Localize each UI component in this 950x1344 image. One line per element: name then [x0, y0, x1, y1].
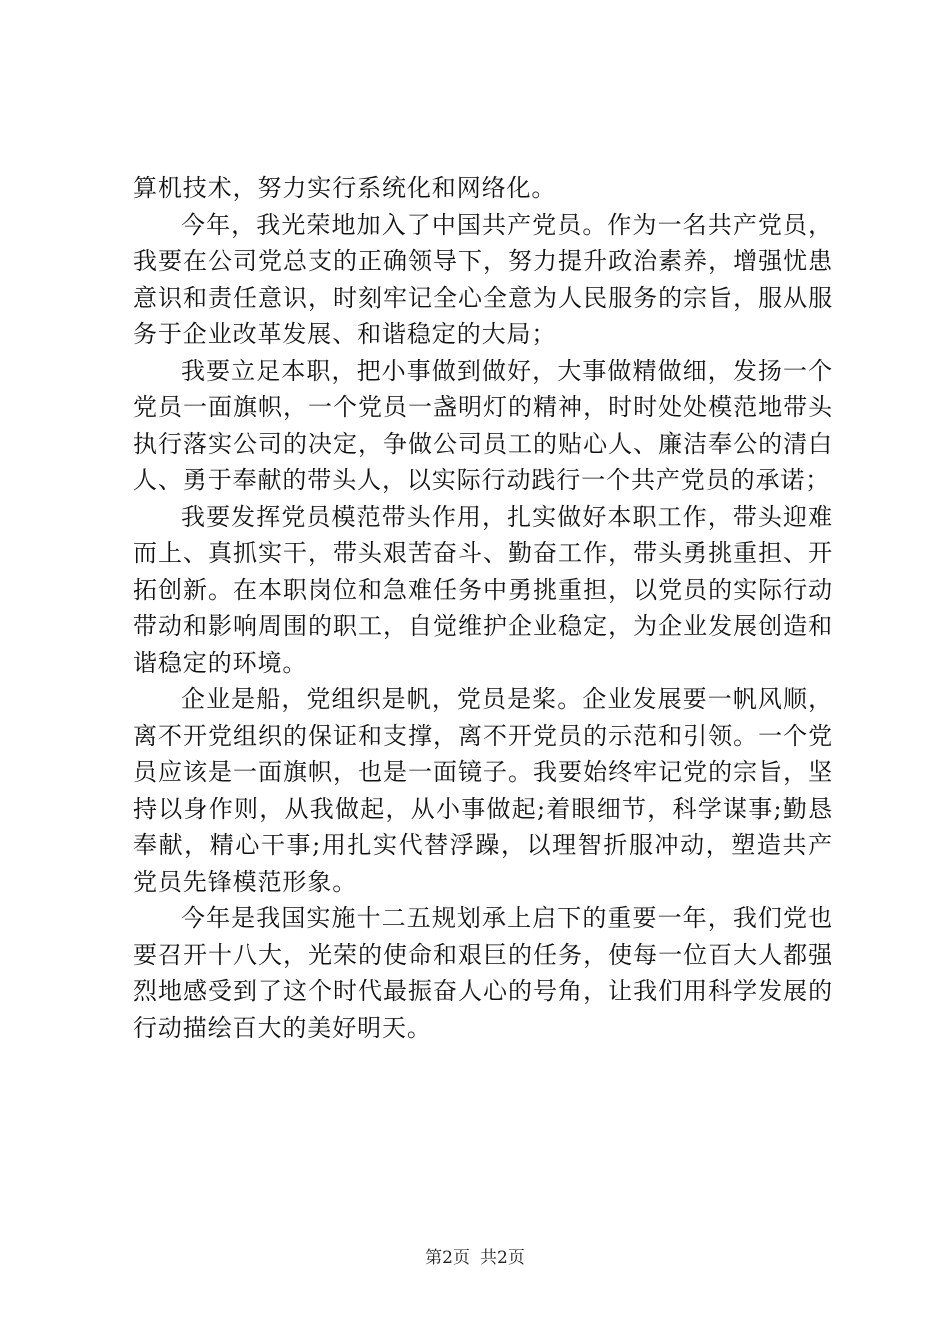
- paragraph: 今年，我光荣地加入了中国共产党员。作为一名共产党员，我要在公司党总支的正确领导下，努力提升政治素养，增强忧患意识和责任意识，时刻牢记全心全意为人民服务的宗旨，服从服务于企业改革发展、和谐稳定的大局；: [133, 210, 833, 348]
- page-footer: [0, 1243, 950, 1268]
- paragraph-continuation: 算机技术，努力实行系统化和网络化。: [133, 174, 557, 202]
- page-total: 共2页: [480, 1248, 525, 1268]
- paragraph: 今年是我国实施十二五规划承上启下的重要一年，我们党也要召开十八大，光荣的使命和艰巨的任务，使每一位百大人都强烈地感受到了这个时代最振奋人心的号角，让我们用科学发展的行动描绘百大的美好明天。: [133, 904, 833, 1042]
- page-number: 第2页: [425, 1248, 470, 1268]
- document-body: [133, 170, 833, 1046]
- paragraph: 我要立足本职，把小事做到做好，大事做精做细，发扬一个党员一面旗帜，一个党员一盏明灯的精神，时时处处模范地带头执行落实公司的决定，争做公司员工的贴心人、廉洁奉公的清白人、勇于奉献的带头人，以实际行动践行一个共产党员的承诺；: [133, 356, 833, 494]
- paragraph: 企业是船，党组织是帆，党员是桨。企业发展要一帆风顺，离不开党组织的保证和支撑，离不开党员的示范和引领。一个党员应该是一面旗帜，也是一面镜子。我要始终牢记党的宗旨，坚持以身作则，从我做起，从小事做起;着眼细节，科学谋事;勤恳奉献，精心干事;用扎实代替浮躁，以理智折服冲动，塑造共产党员先锋模范形象。: [133, 685, 833, 896]
- paragraph: 我要发挥党员模范带头作用，扎实做好本职工作，带头迎难而上、真抓实干，带头艰苦奋斗、勤奋工作，带头勇挑重担、开拓创新。在本职岗位和急难任务中勇挑重担，以党员的实际行动带动和影响周围的职工，自觉维护企业稳定，为企业发展创造和谐稳定的环境。: [133, 502, 833, 677]
